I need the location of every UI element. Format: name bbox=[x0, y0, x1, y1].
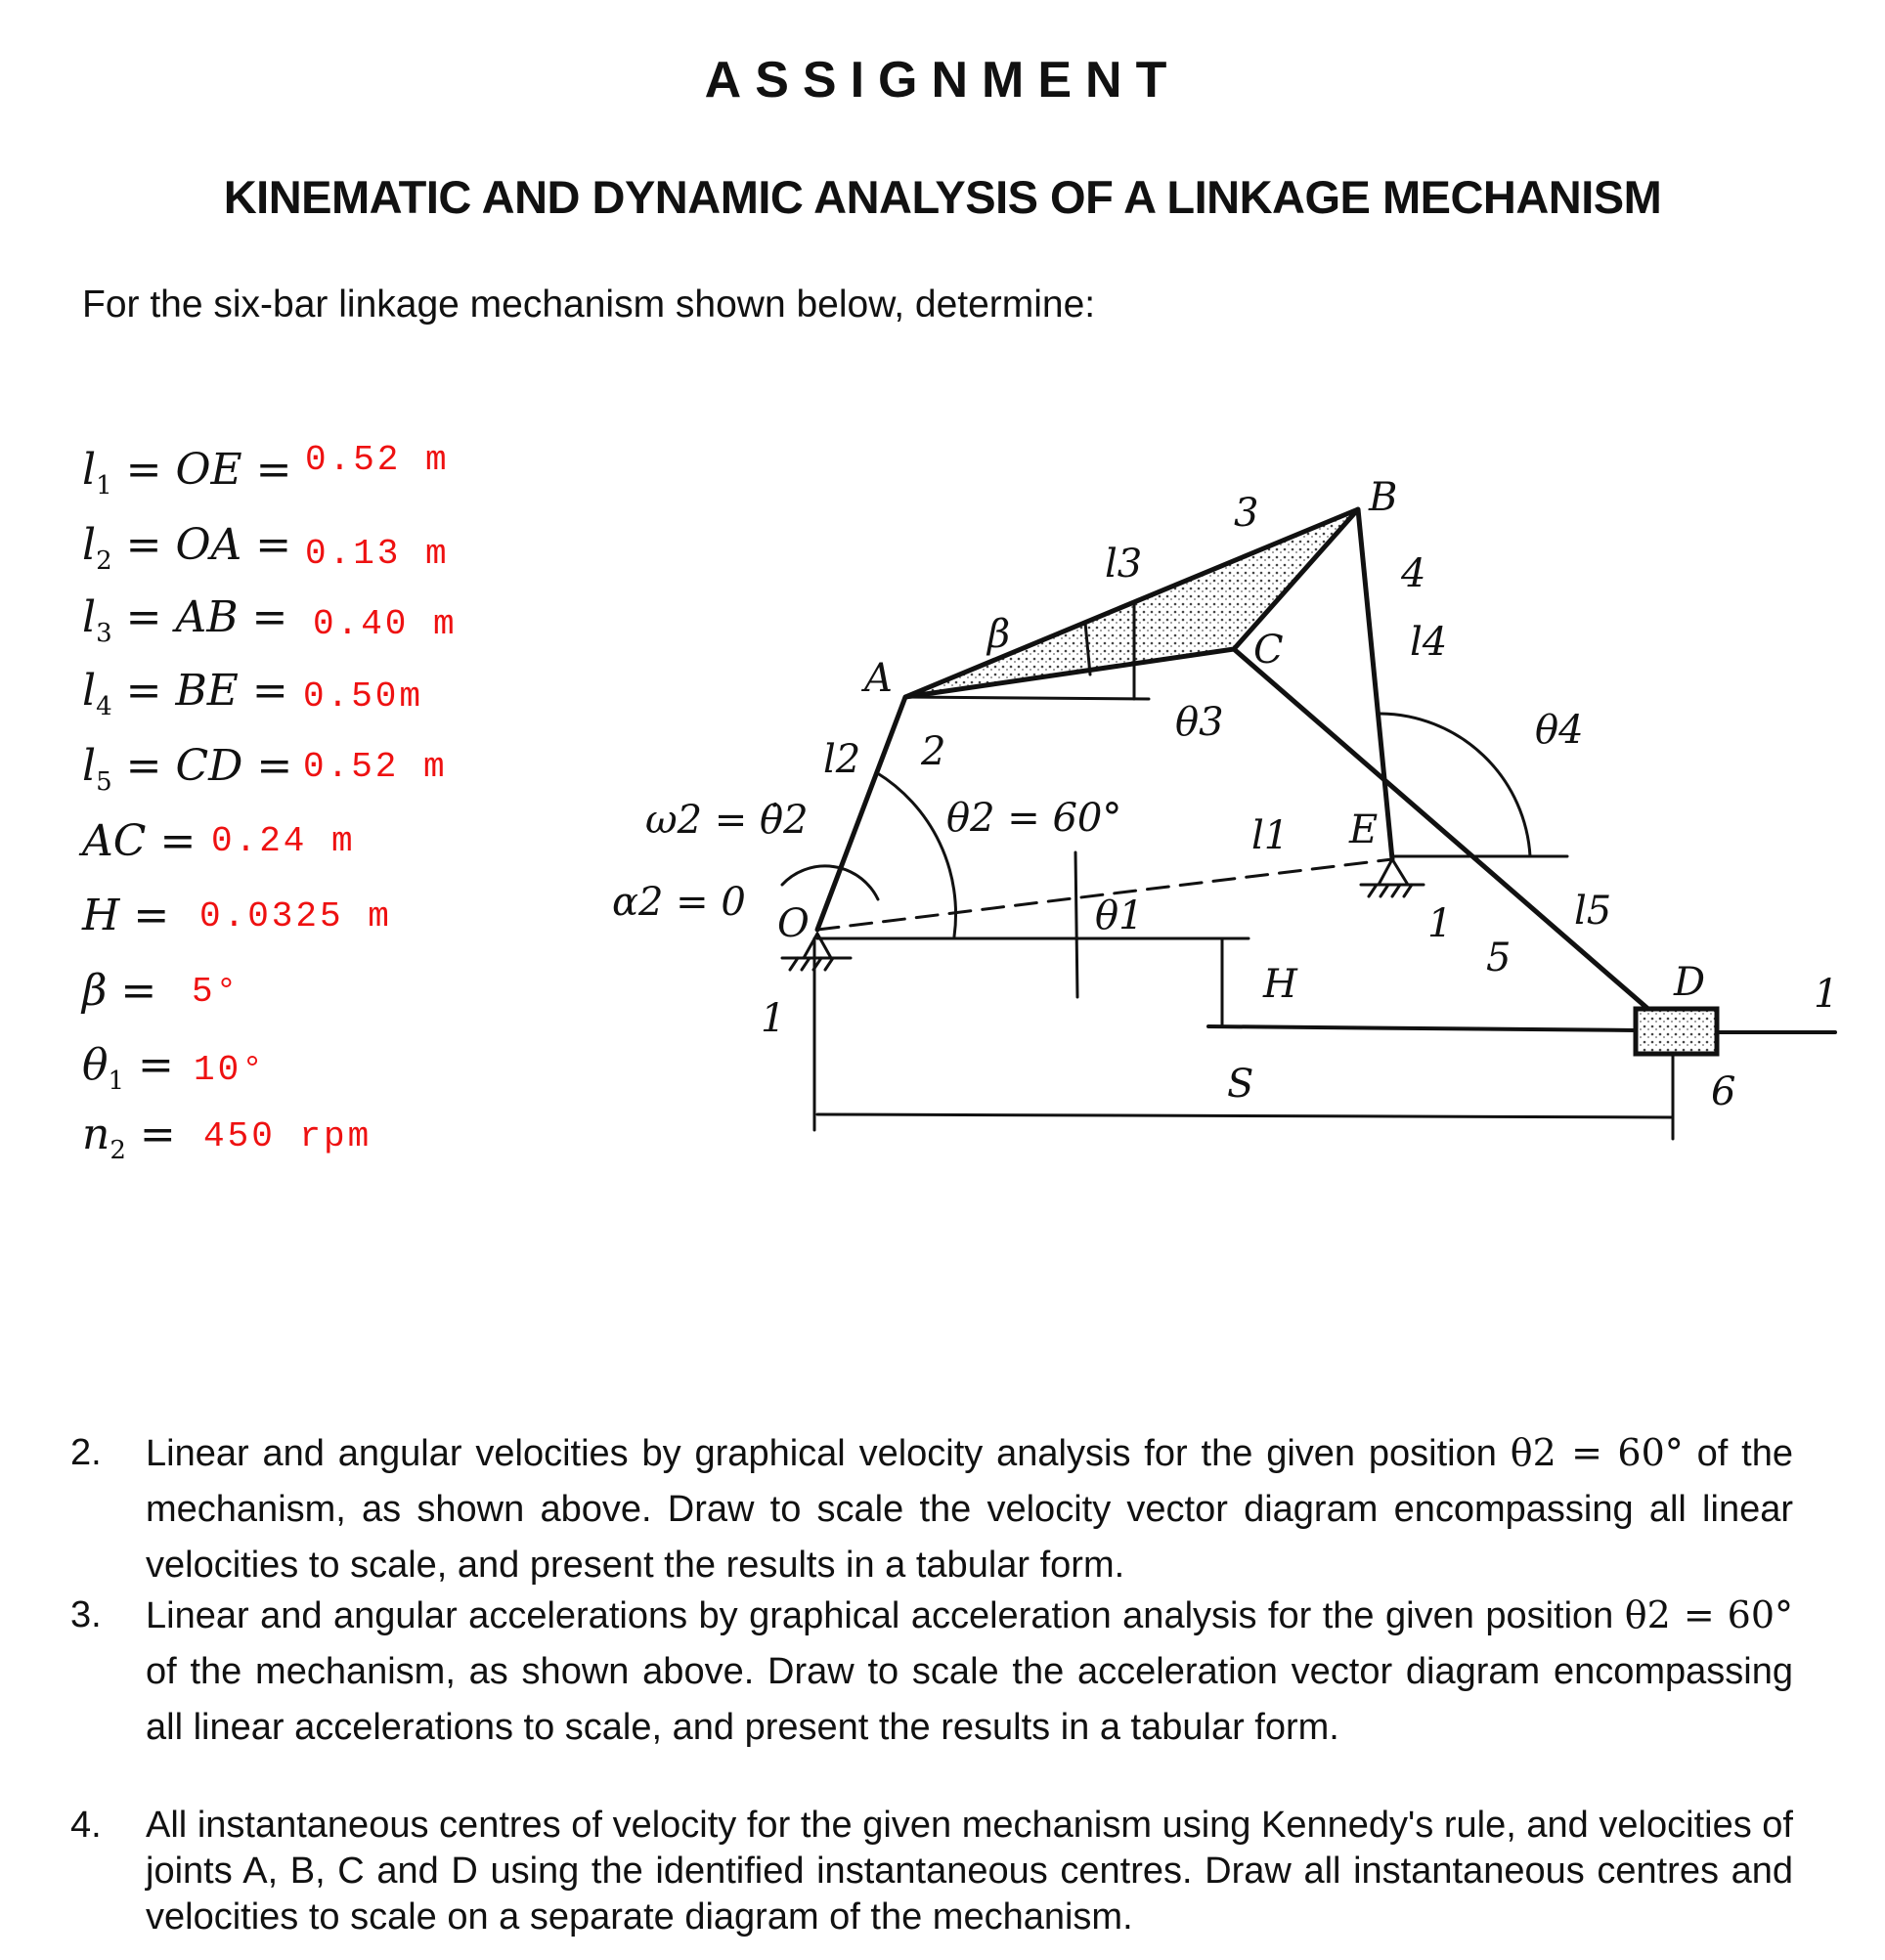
param-expr: = bbox=[107, 966, 157, 1016]
intro-text: For the six-bar linkage mechanism shown below, determine: bbox=[82, 283, 1096, 326]
page-title: ASSIGNMENT bbox=[704, 52, 1181, 109]
label-link-5: 5 bbox=[1486, 936, 1512, 980]
item-number: 2. bbox=[70, 1432, 102, 1473]
label-h: H bbox=[1263, 962, 1297, 1007]
label-theta1: θ1 bbox=[1095, 893, 1144, 938]
slider-track bbox=[1208, 1026, 1636, 1030]
param-expr: = OA = bbox=[111, 520, 292, 570]
param-symbol: AC bbox=[82, 816, 147, 866]
support-e bbox=[1379, 859, 1408, 885]
crank-link-2 bbox=[817, 697, 905, 930]
item-text: of the mechanism, as shown above. Draw to scale the velocity vector diagram encompassing all linear velocities to scale, and present the results in a tabular form. bbox=[146, 1433, 1794, 1586]
param-expr: = bbox=[125, 1110, 176, 1159]
label-d: D bbox=[1674, 960, 1706, 1005]
label-theta2: θ2 = 60° bbox=[946, 796, 1122, 841]
label-omega2: ω2 = θ̇2 bbox=[645, 798, 809, 843]
param-value: 5° bbox=[192, 972, 241, 1012]
label-l3: l3 bbox=[1105, 542, 1143, 587]
param-expr: = CD = bbox=[111, 741, 293, 791]
param-sub: 2 bbox=[110, 1135, 126, 1165]
param-expr: = bbox=[146, 816, 197, 866]
coupler-link-3 bbox=[905, 509, 1358, 697]
label-e: E bbox=[1349, 807, 1379, 852]
label-link-1-e: 1 bbox=[1427, 901, 1453, 946]
label-link-4: 4 bbox=[1401, 551, 1426, 596]
label-b: B bbox=[1369, 475, 1398, 520]
ground-hatch-e bbox=[1361, 885, 1424, 896]
param-value: 10° bbox=[194, 1050, 266, 1090]
label-link-1-o: 1 bbox=[761, 996, 786, 1041]
label-l1: l1 bbox=[1251, 813, 1290, 858]
label-l2: l2 bbox=[823, 737, 861, 782]
param-expr: = bbox=[124, 1040, 174, 1090]
page-subtitle: KINEMATIC AND DYNAMIC ANALYSIS OF A LINKAGE MECHANISM bbox=[223, 171, 1662, 223]
param-value: 450 rpm bbox=[203, 1116, 373, 1156]
param-symbol: l bbox=[82, 592, 97, 642]
label-theta4: θ4 bbox=[1535, 708, 1584, 753]
label-alpha2: α2 = 0 bbox=[612, 880, 746, 925]
list-item bbox=[70, 1425, 1793, 1593]
label-l5: l5 bbox=[1574, 889, 1612, 934]
param-symbol: H bbox=[82, 891, 120, 940]
param-symbol: l bbox=[82, 741, 97, 791]
label-link-2: 2 bbox=[921, 729, 946, 774]
param-expr: = bbox=[119, 891, 170, 940]
param-sub: 3 bbox=[96, 618, 112, 648]
item-text: All instantaneous centres of velocity for the given mechanism using Kennedy's rule, and velocities of joints A, B, C and D using the identified instantaneous centres. Draw all instantaneous centres and velocities to scale on a separate diagram of the mechanism. bbox=[146, 1805, 1793, 1938]
param-symbol: l bbox=[82, 666, 97, 716]
label-beta: β bbox=[987, 612, 1011, 657]
item-math: θ2 = 60° bbox=[1510, 1431, 1684, 1474]
item-number: 4. bbox=[70, 1805, 102, 1846]
param-value: 0.52 m bbox=[303, 747, 448, 787]
param-sub: 5 bbox=[96, 766, 112, 797]
label-s: S bbox=[1227, 1062, 1254, 1107]
param-value: 0.52 m bbox=[305, 440, 450, 480]
param-value: 0.40 m bbox=[313, 604, 458, 644]
ground-hatch-o bbox=[782, 958, 851, 970]
label-theta3: θ3 bbox=[1175, 700, 1224, 745]
param-sub: 1 bbox=[108, 1066, 125, 1096]
param-value: 0.24 m bbox=[211, 821, 356, 861]
label-o: O bbox=[777, 901, 810, 946]
label-a: A bbox=[864, 656, 893, 701]
s-dimension bbox=[817, 1114, 1673, 1117]
a-reference-line bbox=[905, 697, 1149, 699]
param-symbol: l bbox=[82, 445, 97, 495]
theta1-marker bbox=[1075, 852, 1077, 997]
param-sub: 4 bbox=[96, 691, 112, 721]
param-symbol: β bbox=[82, 966, 108, 1016]
param-symbol: n bbox=[82, 1110, 110, 1159]
label-c: C bbox=[1253, 628, 1284, 673]
param-expr: = BE = bbox=[111, 666, 288, 716]
item-text: Linear and angular velocities by graphical velocity analysis for the given position bbox=[146, 1433, 1511, 1474]
param-symbol: l bbox=[82, 520, 97, 570]
param-value: 0.13 m bbox=[305, 534, 450, 574]
param-symbol: θ bbox=[82, 1040, 109, 1090]
param-sub: 1 bbox=[96, 470, 112, 501]
list-item bbox=[70, 1588, 1793, 1756]
param-sub: 2 bbox=[96, 545, 112, 576]
item-text: Linear and angular accelerations by graphical acceleration analysis for the given position bbox=[146, 1595, 1625, 1636]
item-text: of the mechanism, as shown above. Draw to scale the acceleration vector diagram encompassing all linear accelerations to scale, and present the results in a tabular form. bbox=[146, 1651, 1793, 1748]
label-link-6: 6 bbox=[1711, 1069, 1736, 1114]
label-l4: l4 bbox=[1410, 620, 1448, 665]
item-math: θ2 = 60° bbox=[1624, 1593, 1793, 1636]
label-link-1-slider: 1 bbox=[1814, 972, 1839, 1017]
connecting-rod-5 bbox=[1234, 649, 1673, 1030]
param-expr: = AB = bbox=[111, 592, 288, 642]
theta2-arc bbox=[876, 772, 956, 936]
param-value: 0.50m bbox=[303, 676, 424, 717]
theta4-arc bbox=[1381, 714, 1530, 856]
list-item bbox=[70, 1803, 1793, 1940]
slider-6 bbox=[1636, 1009, 1717, 1054]
item-number: 3. bbox=[70, 1594, 102, 1635]
param-expr: = OE = bbox=[111, 445, 292, 495]
param-value: 0.0325 m bbox=[199, 896, 392, 936]
label-link-3: 3 bbox=[1234, 491, 1259, 536]
